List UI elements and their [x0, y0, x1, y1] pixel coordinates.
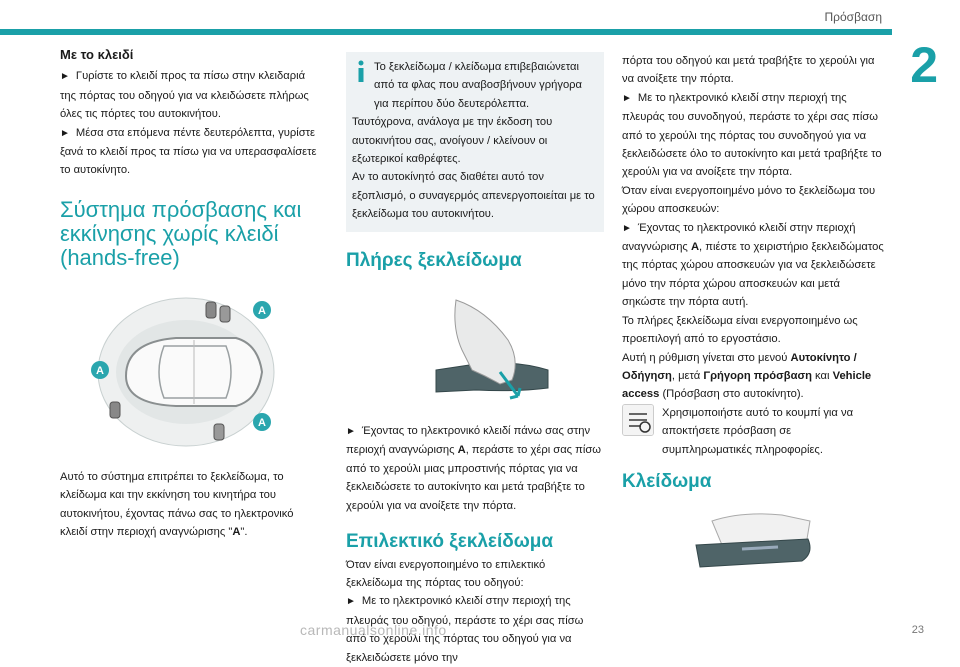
- section-title: Πρόσβαση: [824, 10, 882, 24]
- factory-default-text: Το πλήρες ξεκλείδωμα είναι ενεργοποιημένο ως προεπιλογή από το εργοστάσιο.: [622, 314, 858, 346]
- info-text-1: Το ξεκλείδωμα / κλείδωμα επιβεβαιώνεται από τα φλας που αναβοσβήνουν γρήγορα για περίπου δύο δευτερόλεπτα.: [374, 61, 583, 110]
- header-bar: [0, 29, 892, 35]
- tip-text: Χρησιμοποιήστε αυτό το κουμπί για να αποκτήσετε πρόσβαση σε συμπληρωματικές πληροφορίες.: [662, 406, 854, 456]
- selective-unlock-title: Επιλεκτικό ξεκλείδωμα: [346, 531, 554, 553]
- zone-label-a-1: A: [258, 304, 266, 317]
- trunk-unlock-bullet: ► Έχοντας το ηλεκτρονικό κλειδί στην περιοχή αναγνώρισης A, πιέστε το χειριστήριο ξεκλειδώματος της πόρτας χώρου αποσκευών για να ξεκλειδώσετε μόνο την πόρτα χώρου αποσκευών και μετά σηκώστε την πόρτα αυτή.: [622, 219, 884, 312]
- column-2: [346, 52, 604, 667]
- zone-label-a-2: A: [96, 364, 104, 377]
- key-bullet-1: ► Γυρίστε το κλειδί προς τα πίσω στην κλειδαριά της πόρτας του οδηγού για να κλειδώσετε πλήρως όλες τις πόρτες του αυτοκινήτου.: [60, 67, 322, 123]
- zone-label-a-3: A: [258, 416, 266, 429]
- watermark: carmanualsonline.info: [300, 622, 447, 638]
- key-bullet-2: ► Μέσα στα επόμενα πέντε δευτερόλεπτα, γυρίστε ξανά το κλειδί προς τα πίσω για να υπερασφαλίσετε το αυτοκίνητο.: [60, 124, 322, 180]
- key-heading: Με το κλειδί: [60, 47, 134, 62]
- door-handle-figure: [682, 501, 822, 591]
- tip-row: [622, 404, 884, 459]
- info-icon: [354, 60, 368, 82]
- car-detection-zone-figure: [86, 284, 286, 454]
- column-3: [622, 52, 884, 591]
- selective-unlock-bullet: ► Με το ηλεκτρονικό κλειδί στην περιοχή της πλευράς του οδηγού, περάστε το χέρι σας πίσω από το χερούλι της πόρτας του οδηγού για να ξεκλειδώσετε μόνο την: [346, 592, 604, 667]
- chapter-number: 2: [910, 37, 938, 93]
- trunk-only-text: Όταν είναι ενεργοποιημένο μόνο το ξεκλείδωμα του χώρου αποσκευών:: [622, 184, 876, 216]
- menu-setting-text: Αυτή η ρύθμιση γίνεται στο μενού Αυτοκίνητο / Οδήγηση, μετά Γρήγορη πρόσβαση και Vehicle access (Πρόσβαση στο αυτοκίνητο).: [622, 351, 872, 401]
- lock-title: Κλείδωμα: [622, 470, 712, 492]
- hand-behind-handle-figure: [416, 280, 556, 410]
- page-number: 23: [911, 624, 924, 636]
- info-box: [346, 52, 604, 232]
- full-unlock-title: Πλήρες ξεκλείδωμα: [346, 249, 522, 271]
- info-text-2: Ταυτόχρονα, ανάλογα με την έκδοση του αυτοκινήτου σας, ανοίγουν / κλείνουν οι εξωτερικοί καθρέφτες.: [352, 116, 553, 166]
- more-info-button-icon: [622, 404, 654, 436]
- selective-unlock-text: Όταν είναι ενεργοποιημένο το επιλεκτικό ξεκλείδωμα της πόρτας του οδηγού:: [346, 558, 546, 589]
- selective-continuation: πόρτα του οδηγού και μετά τραβήξτε το χερούλι για να ανοίξετε την πόρτα.: [622, 55, 875, 86]
- passenger-unlock-bullet: ► Με το ηλεκτρονικό κλειδί στην περιοχή της πλευράς του συνοδηγού, περάστε το χέρι σας πίσω από το χερούλι της πόρτας του συνοδηγού για να ξεκλειδώσετε όλο το αυτοκίνητο και μετά τραβήξτε το χερούλι για να ανοίξετε την πόρτα.: [622, 89, 884, 182]
- full-unlock-instruction: ► Έχοντας το ηλεκτρονικό κλειδί πάνω σας στην περιοχή αναγνώρισης A, περάστε το χέρι σας πίσω από το χερούλι μιας μπροστινής πόρτας για να ξεκλειδώσετε το αυτοκίνητο και μετά τραβήξτε το χερούλι για να ανοίξετε την πόρτα.: [346, 422, 604, 515]
- info-text-3: Αν το αυτοκίνητό σας διαθέτει αυτό τον εξοπλισμό, ο συναγερμός απενεργοποιείται με το ξεκλείδωμα του αυτοκινήτου.: [352, 171, 595, 221]
- hands-free-title: Σύστημα πρόσβασης και εκκίνησης χωρίς κλειδί (hands-free): [60, 196, 302, 270]
- column-1: [60, 46, 322, 541]
- hands-free-description: Αυτό το σύστημα επιτρέπει το ξεκλείδωμα, το κλείδωμα και την εκκίνηση του κινητήρα του αυτοκινήτου, έχοντας πάνω σας το ηλεκτρονικό κλειδί στην περιοχή αναγνώρισης "A".: [60, 470, 294, 539]
